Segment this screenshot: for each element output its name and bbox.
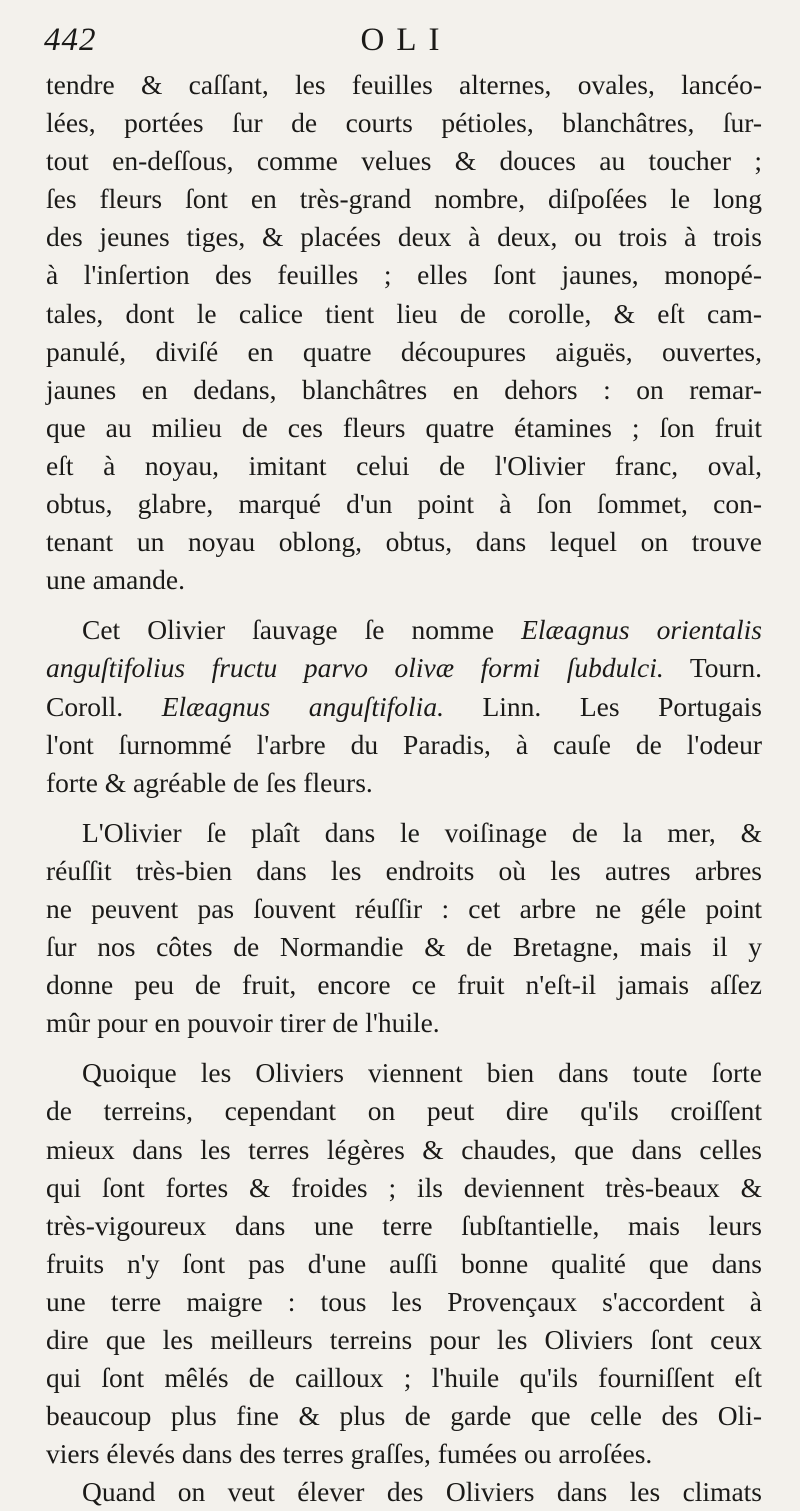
text-line: ſur nos côtes de Normandie & de Bretagne, mais il y <box>46 931 762 963</box>
text-line: viers élevés dans des terres graſſes, fumées ou arroſées. <box>46 1438 653 1470</box>
text-line: de terreins, cependant on peut dire qu'ils croiſſent <box>46 1095 762 1127</box>
body-text <box>46 66 762 1511</box>
text-line: L'Olivier ſe plaît dans le voiſinage de la mer, & <box>82 816 762 848</box>
text-line: donne peu de fruit, encore ce fruit n'eſt-il jamais aſſez <box>46 969 762 1001</box>
text-line: qui ſont fortes & froides ; ils deviennent très-beaux & <box>46 1171 762 1203</box>
text-line: réuſſit très-bien dans les endroits où les autres arbres <box>46 854 762 886</box>
text-line: qui ſont mêlés de cailloux ; l'huile qu'ils fourniſſent eſt <box>46 1362 762 1394</box>
roman-text: Tourn. <box>663 652 762 684</box>
paragraph <box>46 1054 762 1473</box>
text-line: à l'inſertion des feuilles ; elles ſont jaunes, monopé- <box>46 259 762 291</box>
text-line: fruits n'y ſont pas d'une auſſi bonne qualité que dans <box>46 1247 762 1279</box>
text-line: tout en-deſſous, comme velues & douces au toucher ; <box>46 145 762 177</box>
text-line: obtus, glabre, marqué d'un point à ſon ſommet, con- <box>46 488 762 520</box>
text-line: eſt à noyau, imitant celui de l'Olivier franc, oval, <box>46 449 762 481</box>
text-line: Quand on veut élever des Oliviers dans les climats <box>82 1476 762 1508</box>
text-line: Quoique les Oliviers viennent bien dans toute ſorte <box>82 1057 762 1089</box>
text-line: tales, dont le calice tient lieu de corolle, & eſt cam- <box>46 297 762 329</box>
italic-species-name: anguſtifolius fructu parvo olivæ formi ſubdulci. <box>46 652 664 684</box>
page-header <box>0 22 800 68</box>
text-line: une terre maigre : tous les Provençaux s'accordent à <box>46 1285 762 1317</box>
text-line: très-vigoureux dans une terre ſubſtantielle, mais leurs <box>46 1209 762 1241</box>
roman-text: Cet Olivier ſauvage ſe nomme <box>82 614 522 646</box>
text-line: forte & agréable de ſes fleurs. <box>46 766 373 798</box>
roman-text: Linn. Les Portugais <box>443 690 762 722</box>
text-line <box>46 649 762 687</box>
text-line: tenant un noyau oblong, obtus, dans lequel on trouve <box>46 526 762 558</box>
text-line: que au milieu de ces fleurs quatre étamines ; ſon fruit <box>46 411 762 443</box>
running-head: OLI <box>360 22 452 58</box>
text-line: lées, portées ſur de courts pétioles, blanchâtres, ſur- <box>46 107 762 139</box>
paragraph <box>46 66 762 599</box>
text-line: une amande. <box>46 564 185 596</box>
text-line: ne peuvent pas ſouvent réuſſir : cet arbre ne géle point <box>46 892 762 924</box>
paragraph <box>46 1473 762 1511</box>
text-line: des jeunes tiges, & placées deux à deux, ou trois à trois <box>46 221 762 253</box>
page-number: 442 <box>44 22 97 58</box>
text-line: mieux dans les terres légères & chaudes, que dans celles <box>46 1133 762 1165</box>
text-line: jaunes en dedans, blanchâtres en dehors : on remar- <box>46 373 762 405</box>
roman-text: Coroll. <box>46 690 162 722</box>
text-line <box>46 611 762 649</box>
text-line: dire que les meilleurs terreins pour les Oliviers ſont ceux <box>46 1324 762 1355</box>
italic-species-name: Elæagnus anguſtifolia. <box>161 690 444 722</box>
paragraph <box>46 611 762 801</box>
text-line <box>46 688 762 726</box>
italic-species-name: Elæagnus orientalis <box>521 614 762 646</box>
paragraph <box>46 814 762 1043</box>
text-line: panulé, diviſé en quatre découpures aiguës, ouvertes, <box>46 335 762 367</box>
text-line: tendre & caſſant, les feuilles alternes, ovales, lancéo- <box>46 69 762 100</box>
text-line: mûr pour en pouvoir tirer de l'huile. <box>46 1007 440 1039</box>
text-line: beaucoup plus fine & plus de garde que celle des Oli- <box>46 1400 762 1432</box>
text-line: l'ont ſurnommé l'arbre du Paradis, à cauſe de l'odeur <box>46 728 762 760</box>
text-line: ſes fleurs ſont en très-grand nombre, diſpoſées le long <box>46 183 762 215</box>
